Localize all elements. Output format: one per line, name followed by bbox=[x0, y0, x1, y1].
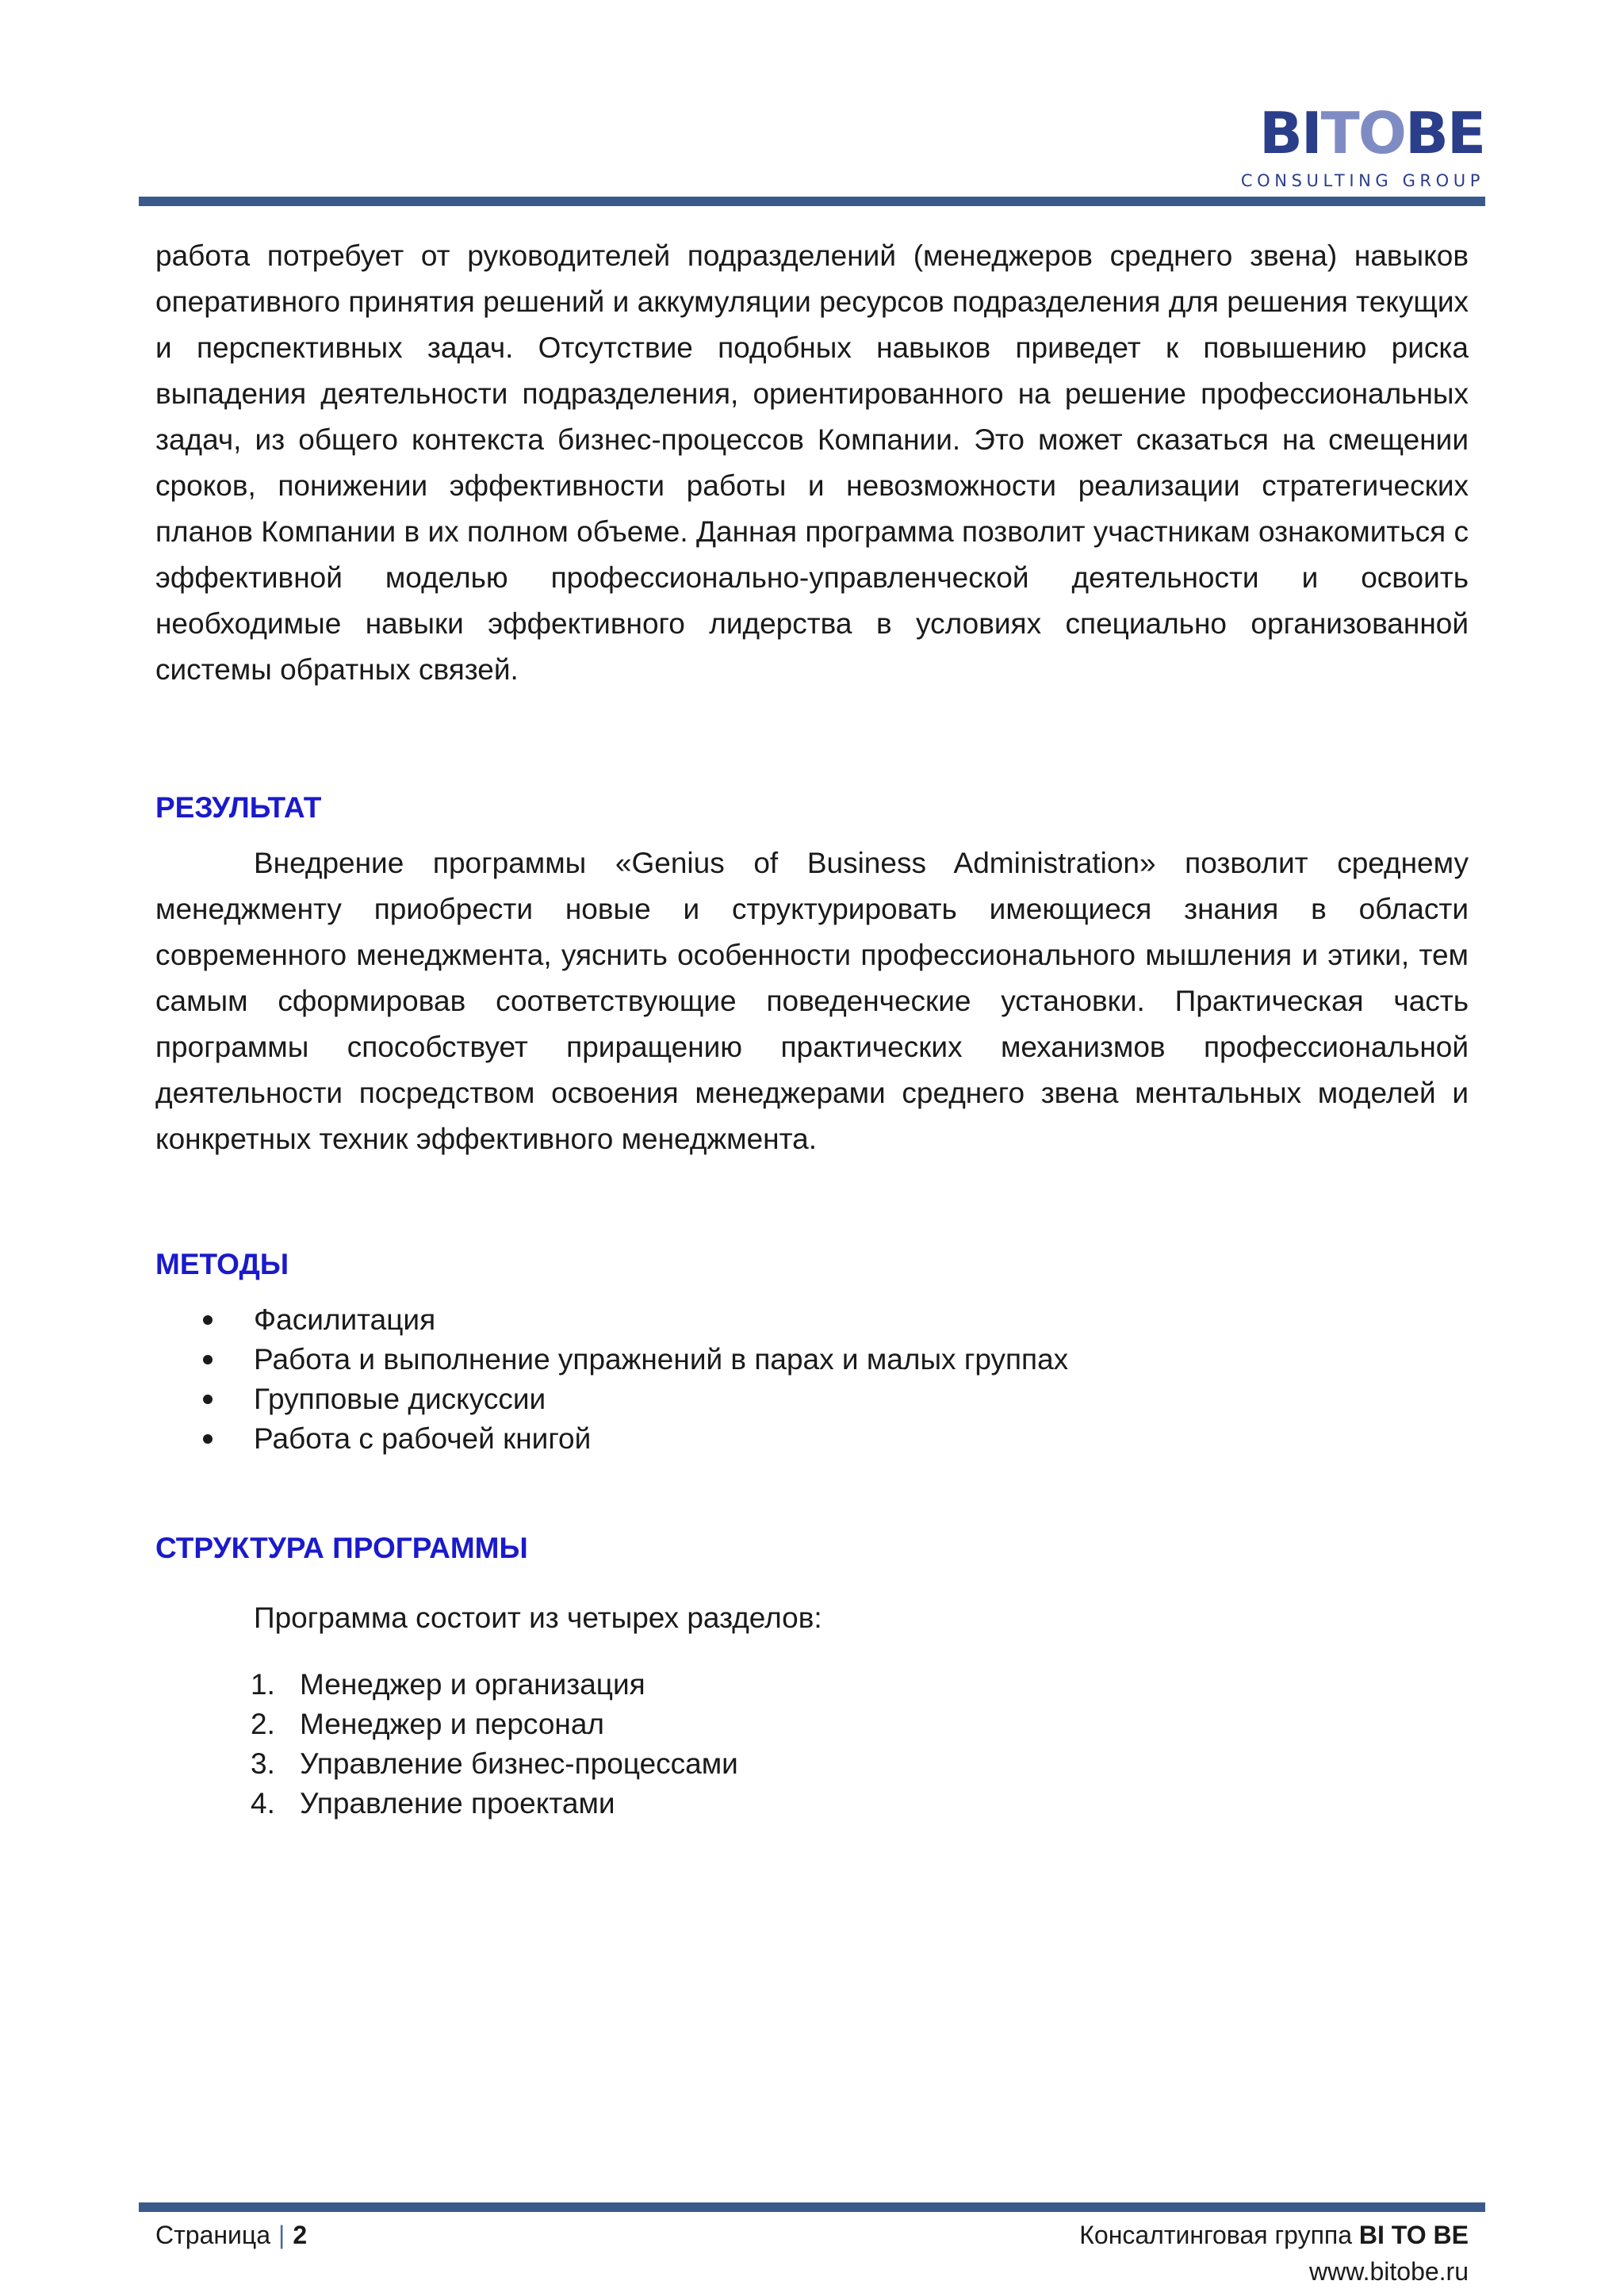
list-item: Работа и выполнение упражнений в парах и малых группах bbox=[155, 1340, 1469, 1380]
result-paragraph: Внедрение программы «Genius of Business Administration» позволит среднему менеджменту приобрести новые и структурировать имеющиеся знания в области современного менеджмента, уяснить особенности профессионального мышления и этики, тем самым сформировав соответствующие поведенческие установки. Практическая часть программы способствует приращению практических механизмов профессиональной деятельности посредством освоения менеджерами среднего звена ментальных моделей и конкретных техник эффективного менеджмента. bbox=[155, 847, 1469, 1155]
list-item: Работа с рабочей книгой bbox=[155, 1419, 1469, 1459]
methods-list bbox=[155, 1300, 1469, 1459]
page-number-label: Страница | 2 bbox=[155, 2221, 308, 2249]
logo-tagline: CONSULTING GROUP bbox=[1240, 171, 1484, 190]
bullet-icon bbox=[203, 1434, 213, 1444]
intro-paragraph: работа потребует от руководителей подразделений (менеджеров среднего звена) навыков оперативного принятия решений и аккумуляции ресурсов подразделения для решения текущих и перспективных задач. Отсутствие подобных навыков приведет к повышению риска выпадения деятельности подразделения, ориентированного на решение профессиональных задач, из общего контекста бизнес-процессов Компании. Это может сказаться на смещении сроков, понижении эффективности работы и невозможности реализации стратегических планов Компании в их полном объеме. Данная программа позволит участникам ознакомиться с эффективной моделью профессионально-управленческой деятельности и освоить необходимые навыки эффективного лидерства в условиях специально организованной системы обратных связей. bbox=[155, 239, 1469, 686]
methods-heading: МЕТОДЫ bbox=[155, 1248, 289, 1280]
structure-intro: Программа состоит из четырех разделов: bbox=[254, 1601, 822, 1634]
bullet-icon bbox=[203, 1355, 213, 1364]
list-item: 4. Управление проектами bbox=[251, 1787, 615, 1820]
list-item: 1. Менеджер и организация bbox=[251, 1668, 645, 1701]
list-item: Фасилитация bbox=[155, 1300, 1469, 1340]
list-item: 2. Менеджер и персонал bbox=[251, 1708, 605, 1740]
company-name: BI TO BE bbox=[1358, 2221, 1469, 2249]
logo-wordmark: BITOBE bbox=[1258, 100, 1484, 166]
list-item: Групповые дискуссии bbox=[155, 1380, 1469, 1419]
structure-heading: СТРУКТУРА ПРОГРАММЫ bbox=[155, 1532, 528, 1564]
result-heading: РЕЗУЛЬТАТ bbox=[155, 791, 322, 824]
page-number: 2 bbox=[293, 2221, 308, 2249]
header-divider bbox=[139, 197, 1485, 206]
bullet-icon bbox=[203, 1395, 213, 1404]
bullet-icon bbox=[203, 1315, 213, 1325]
list-item: 3. Управление бизнес-процессами bbox=[251, 1747, 738, 1780]
page-content bbox=[155, 233, 1469, 1823]
footer-divider bbox=[139, 2202, 1485, 2212]
company-footer: Консалтинговая группа BI TO BE www.bitobe.ru bbox=[1079, 2217, 1469, 2290]
structure-list bbox=[155, 1665, 1469, 1823]
website-link[interactable]: www.bitobe.ru bbox=[1309, 2257, 1469, 2286]
company-logo bbox=[1231, 100, 1484, 190]
